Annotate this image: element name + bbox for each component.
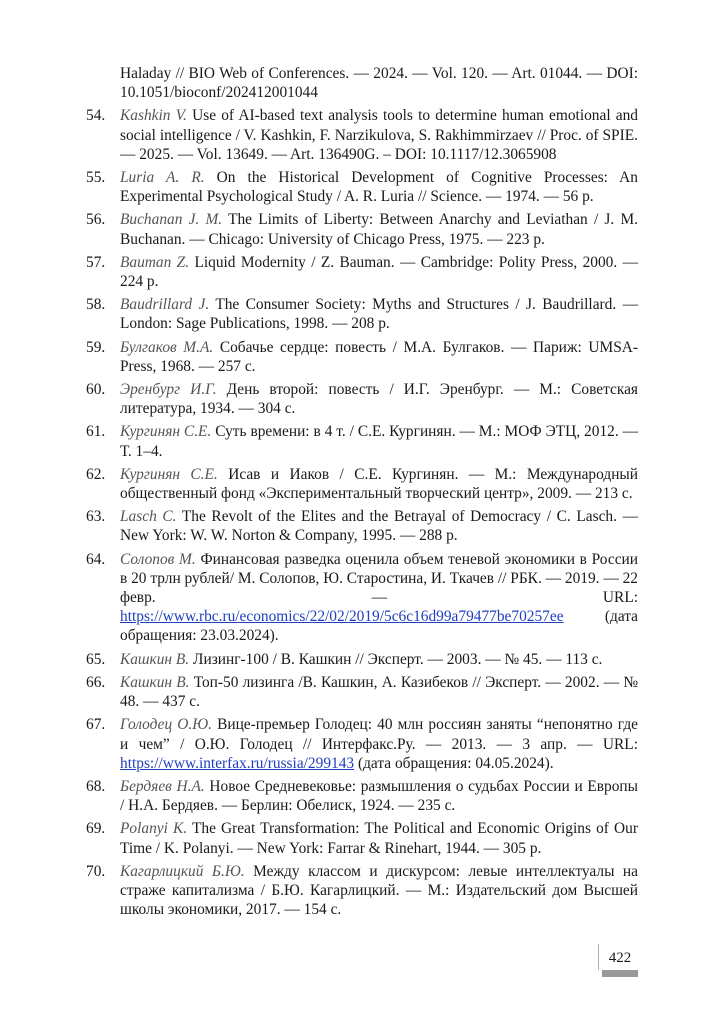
reference-text: The Limits of Liberty: Between Anarchy and Leviathan / J. M. Buchanan. — Chicago: University of Chicago Press, 1975. — 223 p.: [120, 211, 638, 248]
reference-link[interactable]: https://www.rbc.ru/economics/22/02/2019/5c6c16d99a79477be70257ee: [120, 608, 564, 626]
reference-item: [86, 465, 638, 503]
reference-text: Суть времени: в 4 т. / С.Е. Кургинян. — М.: МОФ ЭТЦ, 2012. — Т. 1–4.: [120, 423, 638, 460]
reference-number: 70.: [86, 862, 106, 880]
page-number-bar: [602, 970, 638, 977]
reference-author: Кашкин В.: [120, 673, 190, 691]
reference-number: 58.: [86, 296, 106, 314]
reference-number: 64.: [86, 550, 106, 568]
reference-access-date: (дата обращения: 23.03.2024).: [120, 608, 638, 645]
reference-item: [86, 106, 638, 164]
reference-item: [86, 168, 638, 206]
reference-number: 59.: [86, 338, 106, 356]
reference-item: [86, 210, 638, 248]
reference-text: Новое Средневековье: размышления о судьбах России и Европы / Н.А. Бердяев. — Берлин: Обелиск, 1924. — 235 с.: [120, 777, 638, 815]
page-number: 422: [608, 950, 632, 966]
reference-text: Финансовая разведка оценила объем теневой экономики в России в 20 трлн рублей/ М. Солопов, Ю. Старостина, И. Ткачев // РБК. — 2019. — 22 февр. — URL:: [120, 550, 638, 607]
reference-number: 67.: [86, 716, 106, 734]
reference-item: [86, 380, 638, 418]
reference-author: Polanyi K.: [120, 820, 188, 838]
reference-author: Buchanan J. M.: [120, 211, 223, 229]
reference-text: Топ-50 лизинга /В. Кашкин, А. Казибеков // Эксперт. — 2002. — № 48. — 437 с.: [120, 673, 638, 711]
reference-item: [86, 338, 638, 376]
reference-author: Солопов М.: [120, 550, 196, 568]
reference-text: Между классом и дискурсом: левые интеллектуалы на страже капитализма / Б.Ю. Кагарлицкий. — М.: Издательский дом Высшей школы экономики, 2017. — 154 с.: [120, 862, 638, 919]
reference-item: [86, 777, 638, 815]
reference-text: The Revolt of the Elites and the Betrayal of Democracy / C. Lasch. — New York: W. W. Norton & Company, 1995. — 288 p.: [120, 508, 638, 545]
reference-item: [86, 650, 638, 669]
reference-text: Haladay // BIO Web of Conferences. — 2024. — Vol. 120. — Art. 01044. — DOI: 10.1051/bioconf/202412001044: [120, 65, 638, 102]
reference-item: [86, 253, 638, 291]
reference-text: Use of AI-based text analysis tools to determine human emotional and social intelligence / V. Kashkin, F. Narzikulova, S. Rakhimmirzaev // Proc. of SPIE. — 2025. — Vol. 13649. — Art. 136490G. – DOI: 10.1117/12.3065908: [120, 107, 638, 163]
reference-text: Liquid Modernity / Z. Bauman. — Cambridge: Polity Press, 2000. — 224 p.: [120, 253, 638, 291]
reference-item: [86, 673, 638, 711]
reference-text: The Consumer Society: Myths and Structures / J. Baudrillard. — London: Sage Publications, 1998. — 208 p.: [120, 296, 639, 333]
reference-author: Кургинян С.Е.: [120, 423, 212, 441]
reference-item: [86, 715, 638, 773]
reference-author: Luria A. R.: [120, 169, 205, 187]
reference-author: Bauman Z.: [120, 253, 190, 271]
reference-number: 62.: [86, 465, 106, 483]
reference-author: Kashkin V.: [120, 107, 187, 125]
reference-link[interactable]: https://www.interfax.ru/russia/299143: [120, 754, 355, 772]
reference-item: [86, 422, 638, 460]
reference-item: [86, 295, 638, 333]
reference-author: Голодец О.Ю.: [120, 716, 212, 734]
reference-text: On the Historical Development of Cognitive Processes: An Experimental Psychological Study / A. R. Luria // Science. — 1974. — 56 p.: [120, 169, 638, 206]
reference-author: Бердяев Н.А.: [120, 777, 205, 795]
reference-text: Исав и Иаков / С.Е. Кургинян. — М.: Международный общественный фонд «Экспериментальный творческий центр», 2009. — 213 с.: [120, 465, 639, 503]
reference-text: Собачье сердце: повесть / М.А. Булгаков. — Париж: UMSA-Press, 1968. — 257 с.: [120, 338, 638, 375]
page-number-rule: [598, 944, 599, 970]
reference-author: Булгаков М.А.: [120, 338, 214, 356]
reference-author: Кургинян С.Е.: [120, 465, 218, 483]
reference-text: Вице-премьер Голодец: 40 млн россиян заняты “непонятно где и чем” / О.Ю. Голодец // Интерфакс.Ру. — 2013. — 3 апр. — URL:: [120, 716, 638, 753]
reference-number: 68.: [86, 777, 106, 795]
reference-number: 69.: [86, 820, 106, 838]
reference-number: 56.: [86, 211, 106, 229]
reference-text: The Great Transformation: The Political and Economic Origins of Our Time / K. Polanyi. — New York: Farrar & Rinehart, 1944. — 305 p.: [120, 820, 638, 857]
reference-item: [86, 507, 638, 545]
reference-item: [86, 550, 638, 646]
reference-item: [86, 64, 638, 102]
reference-author: Lasch C.: [120, 508, 177, 526]
reference-number: 54.: [86, 107, 106, 125]
reference-text: Лизинг-100 / В. Кашкин // Эксперт. — 2003. — № 45. — 113 с.: [189, 650, 603, 668]
reference-number: 57.: [86, 253, 106, 271]
reference-number: 61.: [86, 423, 106, 441]
reference-number: 66.: [86, 673, 106, 691]
reference-text: День второй: повесть / И.Г. Эренбург. — М.: Советская литература, 1934. — 304 с.: [120, 381, 638, 418]
reference-number: 55.: [86, 169, 106, 187]
reference-list: [86, 64, 638, 923]
reference-number: 60.: [86, 381, 106, 399]
reference-access-date: (дата обращения: 04.05.2024).: [354, 754, 554, 772]
reference-author: Кагарлицкий Б.Ю.: [120, 862, 245, 880]
reference-number: 63.: [86, 508, 106, 526]
reference-author: Baudrillard J.: [120, 296, 210, 314]
reference-item: [86, 819, 638, 857]
reference-number: 65.: [86, 650, 106, 668]
reference-author: Кашкин В.: [120, 650, 190, 668]
reference-author: Эренбург И.Г.: [120, 381, 217, 399]
reference-item: [86, 862, 638, 920]
